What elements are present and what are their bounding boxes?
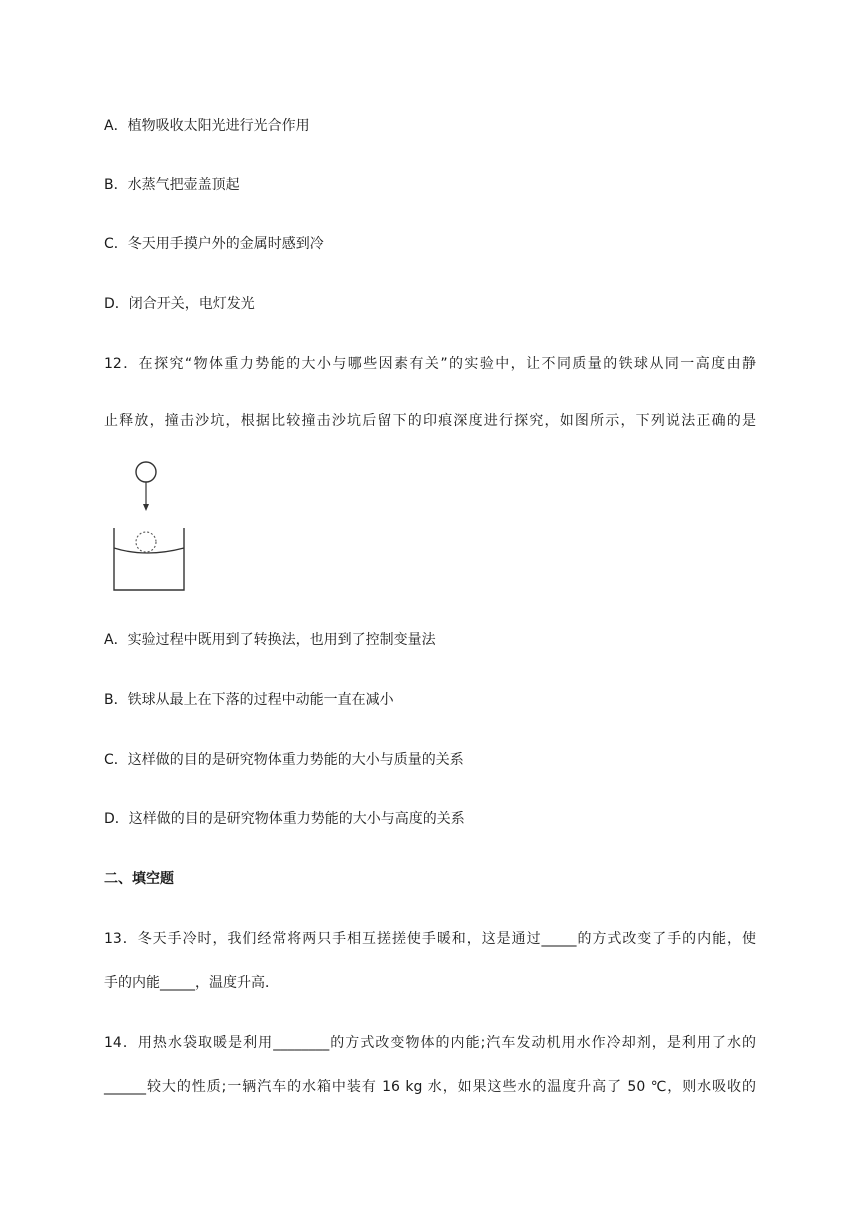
q11-option-c: C．冬天用手摸户外的金属时感到冷 <box>104 236 324 252</box>
q11-option-d: D．闭合开关，电灯发光 <box>104 296 255 312</box>
fall-arrow-head <box>143 504 149 511</box>
sand-pit-diagram <box>108 456 192 596</box>
section-title: 二、填空题 <box>104 871 174 887</box>
q11-option-a: A．植物吸收太阳光进行光合作用 <box>104 118 310 134</box>
q12-option-d: D．这样做的目的是研究物体重力势能的大小与高度的关系 <box>104 811 465 827</box>
q14-line-2: ______较大的性质;一辆汽车的水箱中装有 16 kg 水，如果这些水的温度升高了 50 ℃，则水吸收的 <box>104 1079 756 1095</box>
q14-line-1: 14．用热水袋取暖是利用________的方式改变物体的内能;汽车发动机用水作冷却剂，是利用了水的 <box>104 1035 756 1051</box>
iron-ball <box>136 462 156 482</box>
q11-option-b: B．水蒸气把壶盖顶起 <box>104 177 240 193</box>
q13-line-2: 手的内能_____，温度升高． <box>104 975 279 991</box>
ball-impact-position <box>136 532 156 552</box>
sand-surface <box>114 548 184 553</box>
sand-pit-container <box>114 528 184 590</box>
q12-option-c: C．这样做的目的是研究物体重力势能的大小与质量的关系 <box>104 752 464 768</box>
q12-stem-line-2: 止释放，撞击沙坑，根据比较撞击沙坑后留下的印痕深度进行探究，如图所示，下列说法正确的是 <box>104 413 756 429</box>
q12-stem-line-1: 12．在探究“物体重力势能的大小与哪些因素有关”的实验中，让不同质量的铁球从同一高度由静 <box>104 356 756 372</box>
q12-option-b: B．铁球从最上在下落的过程中动能一直在减小 <box>104 692 394 708</box>
q12-option-a: A．实验过程中既用到了转换法，也用到了控制变量法 <box>104 632 436 648</box>
q13-line-1: 13．冬天手冷时，我们经常将两只手相互搓搓使手暖和，这是通过_____的方式改变了手的内能，使 <box>104 931 756 947</box>
sand-pit-figure <box>108 456 192 596</box>
